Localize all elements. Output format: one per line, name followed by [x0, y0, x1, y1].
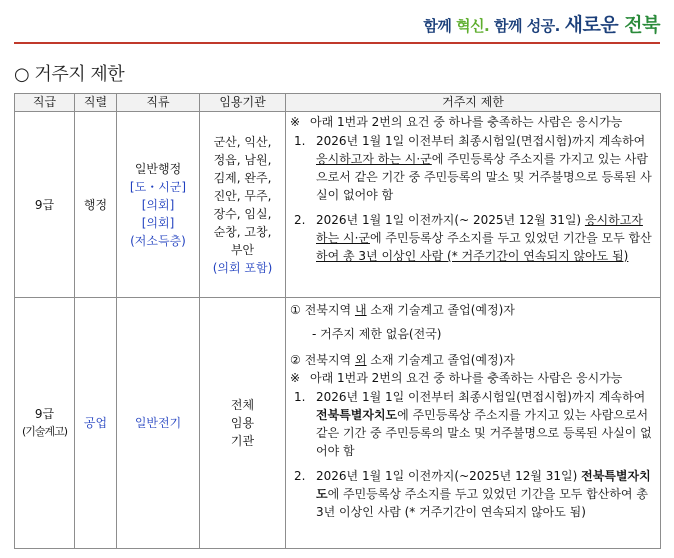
item-underlined-text: 하여 총 3년 이상인 사람 (* 거주기간이 연속되지 않아도 됨) — [316, 249, 629, 263]
agency-note: (의회 포함) — [212, 260, 273, 275]
list-item — [290, 132, 657, 204]
case-subtext: - 거주지 제한 없음(전국) — [312, 327, 442, 341]
item-text-part: 2026년 1월 1일 이전부터 최종시험일(면접시험)까지 계속하여 — [316, 390, 646, 404]
item-text-part: 에 주민등록상 주소지를 가지고 있는 사람으로서 같은 기간 중 주민등록의 말소 및 거주불명으로 등록된 사실이 없어야 함 — [316, 152, 652, 202]
item-bold-text: 전북특별자치도 — [316, 408, 398, 422]
item-underlined-text: 응시하고자 하는 시·군 — [316, 152, 432, 166]
heading-text: 전북지역 — [304, 353, 355, 367]
header-divider — [14, 42, 660, 44]
kind-line: 일반행정 — [134, 161, 182, 176]
table-header-row — [15, 94, 661, 112]
item-text-part: 에 주민등록상 주소지를 두고 있었던 기간을 모두 합산 — [327, 487, 610, 501]
slogan-part4: 새로운 — [564, 14, 625, 36]
agency-line: 부안 — [230, 242, 255, 257]
note — [290, 113, 657, 131]
agency-cell — [200, 298, 286, 549]
item-number: 2. — [294, 469, 306, 483]
item-number: 2. — [294, 213, 306, 227]
agency-line: 기관 — [230, 434, 255, 448]
item-text-part: 하여 총 3년 이상인 사람 (* 거주기간이 연속되지 않아도 됨) — [316, 487, 648, 519]
kind-line: (저소득층) — [130, 233, 186, 248]
heading-text: 소재 기술계고 졸업(예정)자 — [366, 303, 515, 317]
agency-line: 전체 — [230, 398, 255, 412]
item-text-part: 2026년 1월 1일 이전까지(~ 2025년 12월 31일) — [316, 213, 585, 227]
header-series: 직렬 — [75, 94, 117, 112]
restriction-cell — [286, 112, 661, 298]
item-text — [316, 211, 657, 265]
series-cell: 행정 — [75, 112, 117, 298]
list-item — [290, 211, 657, 265]
series-cell: 공업 — [75, 298, 117, 549]
item-text-part: 에 주민등록상 주소지를 가지고 있는 사람으로서 같은 기간 중 주민등록의 말소 및 거주불명으로 등록된 사실이 없어야 함 — [316, 408, 652, 458]
case-mark: ② — [290, 353, 301, 367]
case-mark: ① — [290, 303, 301, 317]
restriction-cell — [286, 298, 661, 549]
item-text-part: 에 주민등록상 주소지를 두고 있었던 기간을 모두 합산 — [370, 231, 652, 245]
heading-underlined-text: 내 — [354, 303, 367, 317]
agency-line: 순창, 고창, — [213, 224, 272, 239]
heading-text: 소재 기술계고 졸업(예정)자 — [366, 353, 515, 367]
heading-text: 전북지역 — [304, 303, 355, 317]
grade-line: 9급 — [34, 407, 55, 421]
residence-restriction-table — [14, 93, 661, 549]
agency-line: 정읍, 남원, — [213, 152, 272, 167]
list-item — [290, 467, 657, 521]
kind-cell: 일반전기 — [117, 298, 200, 549]
slogan-part2: 혁신. — [456, 17, 490, 35]
item-text-part: 2026년 1월 1일 이전까지(~2025년 12월 31일) — [316, 469, 582, 483]
table-row — [15, 298, 661, 549]
kind-line: [의회] — [141, 215, 175, 230]
header-kind: 직류 — [117, 94, 200, 112]
slogan-banner — [423, 10, 660, 38]
header-grade: 직급 — [15, 94, 75, 112]
item-underlined-text: 응시하고자 하는 시·군 — [316, 213, 643, 245]
item-text — [316, 467, 657, 521]
item-number: 1. — [294, 390, 306, 404]
item-bold-text: 전북특별자치도 — [316, 469, 651, 501]
item-number: 1. — [294, 134, 306, 148]
header-restriction: 거주지 제한 — [286, 94, 661, 112]
kind-line: [도・시군] — [129, 179, 187, 194]
note — [290, 369, 657, 387]
grade-cell: 9급 — [15, 112, 75, 298]
item-text — [316, 388, 657, 460]
agency-line: 임용 — [230, 416, 255, 430]
list-item — [290, 388, 657, 460]
kind-line: [의회] — [141, 197, 175, 212]
table-row — [15, 112, 661, 298]
grade-cell — [15, 298, 75, 549]
agency-line: 김제, 완주, — [213, 170, 272, 185]
note-mark: ※ — [290, 371, 301, 385]
section-title: ○ 거주지 제한 — [14, 64, 125, 85]
agency-cell — [200, 112, 286, 298]
slogan-part3: 함께 성공. — [489, 17, 565, 35]
note-mark: ※ — [290, 115, 301, 129]
agency-line: 진안, 무주, — [213, 188, 272, 203]
grade-line: (기술계고) — [21, 425, 68, 438]
case-heading — [290, 351, 657, 369]
agency-line: 군산, 익산, — [213, 134, 272, 149]
header-agency: 임용기관 — [200, 94, 286, 112]
note-text: 아래 1번과 2번의 요건 중 하나를 충족하는 사람은 응시가능 — [310, 371, 623, 385]
case-heading — [290, 301, 657, 319]
agency-line: 장수, 임실, — [213, 206, 272, 221]
item-text — [316, 132, 657, 204]
slogan-part5: 전북 — [624, 14, 660, 36]
slogan-part1: 함께 — [423, 17, 457, 35]
kind-cell — [117, 112, 200, 298]
heading-underlined-text: 외 — [354, 353, 367, 367]
item-text-part: 2026년 1월 1일 이전부터 최종시험일(면접시험)까지 계속하여 — [316, 134, 646, 148]
note-text: 아래 1번과 2번의 요건 중 하나를 충족하는 사람은 응시가능 — [310, 115, 623, 129]
